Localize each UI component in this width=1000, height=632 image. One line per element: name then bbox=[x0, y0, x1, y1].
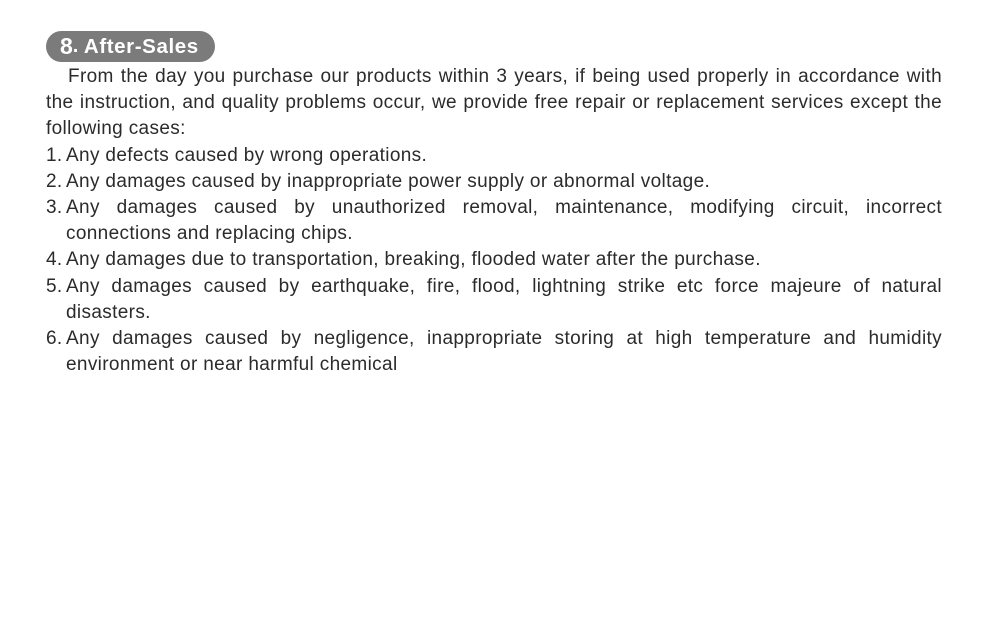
section-number: 8 bbox=[60, 33, 73, 59]
section-title: After-Sales bbox=[83, 34, 199, 58]
list-item-number: 5. bbox=[46, 275, 63, 297]
list-item-text: Any damages caused by unauthorized removal, maintenance, modifying circuit, incorrect connections and replacing chips. bbox=[66, 197, 942, 245]
section-separator: . bbox=[72, 35, 84, 57]
list-item bbox=[46, 247, 942, 273]
list-item-number: 4. bbox=[46, 249, 63, 271]
list-item-number: 6. bbox=[46, 328, 63, 350]
list-item-text: Any damages due to transportation, breaking, flooded water after the purchase. bbox=[66, 249, 761, 271]
list-item-text: Any damages caused by negligence, inappropriate storing at high temperature and humidity environment or near harmful chemical bbox=[66, 328, 942, 376]
list-item-number: 1. bbox=[46, 144, 63, 166]
section-header bbox=[46, 31, 215, 62]
list-item bbox=[46, 169, 942, 195]
list-item-number: 2. bbox=[46, 170, 63, 192]
after-sales-content bbox=[46, 64, 942, 378]
list-item-text: Any defects caused by wrong operations. bbox=[66, 144, 428, 166]
list-item-number: 3. bbox=[46, 197, 63, 219]
list-item bbox=[46, 274, 942, 326]
list-item bbox=[46, 326, 942, 378]
exception-case-list bbox=[46, 143, 942, 379]
list-item bbox=[46, 143, 942, 169]
list-item-text: Any damages caused by inappropriate power supply or abnormal voltage. bbox=[66, 170, 711, 192]
list-item bbox=[46, 195, 942, 247]
intro-paragraph: From the day you purchase our products within 3 years, if being used properly in accordance with the instruction, and quality problems occur, we provide free repair or replacement services except the following cases: bbox=[46, 66, 942, 140]
list-item-text: Any damages caused by earthquake, fire, flood, lightning strike etc force majeure of natural disasters. bbox=[66, 275, 942, 323]
